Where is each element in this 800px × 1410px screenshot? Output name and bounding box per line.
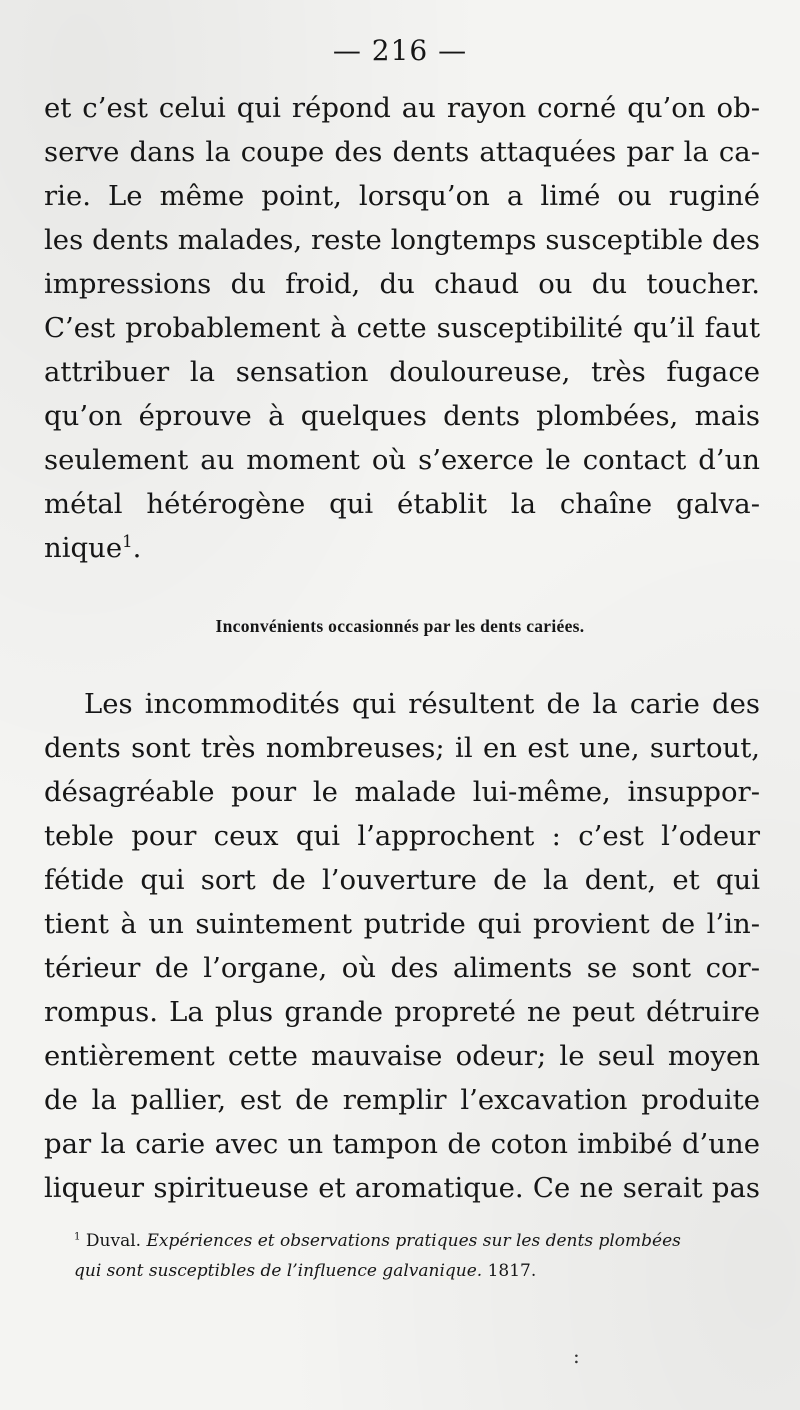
text-line: térieur de l’organe, où des aliments se sont cor- xyxy=(44,952,760,984)
text-line: rompus. La plus grande propreté ne peut détruire xyxy=(44,996,760,1028)
text-line: serve dans la coupe des dents attaquées par la ca- xyxy=(44,136,760,168)
text-line: et c’est celui qui répond au rayon corné qu’on ob- xyxy=(44,92,760,124)
footnote-author: Duval. xyxy=(85,1231,142,1251)
paragraph-continuation xyxy=(44,86,760,570)
text-line: liqueur spiritueuse et aromatique. Ce ne serait pas xyxy=(44,1172,760,1204)
text-line: fétide qui sort de l’ouverture de la dent, et qui xyxy=(44,864,760,896)
text-line-last xyxy=(44,526,760,570)
text-line: par la carie avec un tampon de coton imbibé d’une xyxy=(44,1128,760,1160)
text-line: attribuer la sensation douloureuse, très fugace xyxy=(44,356,760,388)
text-line: Les incommodités qui résultent de la carie des xyxy=(84,688,760,720)
footnote-reference: 1 xyxy=(122,531,133,551)
text-line: désagréable pour le malade lui-même, insuppor- xyxy=(44,776,760,808)
paragraph-body xyxy=(44,682,760,1210)
footnote-line-1 xyxy=(74,1226,774,1256)
text-line: qu’on éprouve à quelques dents plombées, mais xyxy=(44,400,760,432)
footnote-marker: 1 xyxy=(74,1231,81,1243)
footnote-line-2 xyxy=(74,1256,774,1286)
text-line: teble pour ceux qui l’approchent : c’est l’odeur xyxy=(44,820,760,852)
text-line: de la pallier, est de remplir l’excavation produite xyxy=(44,1084,760,1116)
text-line: entièrement cette mauvaise odeur; le seul moyen xyxy=(44,1040,760,1072)
stray-print-mark: : xyxy=(573,1344,580,1368)
footnote-title-part-2: qui sont susceptibles de l’influence galvanique. xyxy=(74,1261,483,1281)
text-line: impressions du froid, du chaud ou du toucher. xyxy=(44,268,760,300)
text-line: métal hétérogène qui établit la chaîne galva- xyxy=(44,488,760,520)
text-line: tient à un suintement putride qui provient de l’in- xyxy=(44,908,760,940)
text-line: C’est probablement à cette susceptibilité qu’il faut xyxy=(44,312,760,344)
text-line: rie. Le même point, lorsqu’on a limé ou ruginé xyxy=(44,180,760,212)
footnote-title-part-1: Expériences et observations pratiques sur les dents plombées xyxy=(146,1231,681,1251)
text-line: les dents malades, reste longtemps susceptible des xyxy=(44,224,760,256)
text-line: seulement au moment où s’exerce le contact d’un xyxy=(44,444,760,476)
closing-punctuation: . xyxy=(132,532,142,564)
footnote xyxy=(74,1226,774,1286)
text-fragment: nique xyxy=(44,532,123,564)
section-heading: Inconvénients occasionnés par les dents cariées. xyxy=(215,616,585,636)
text-line: dents sont très nombreuses; il en est une, surtout, xyxy=(44,732,760,764)
page-number: — 216 — xyxy=(332,34,468,67)
footnote-year: 1817. xyxy=(487,1261,537,1281)
